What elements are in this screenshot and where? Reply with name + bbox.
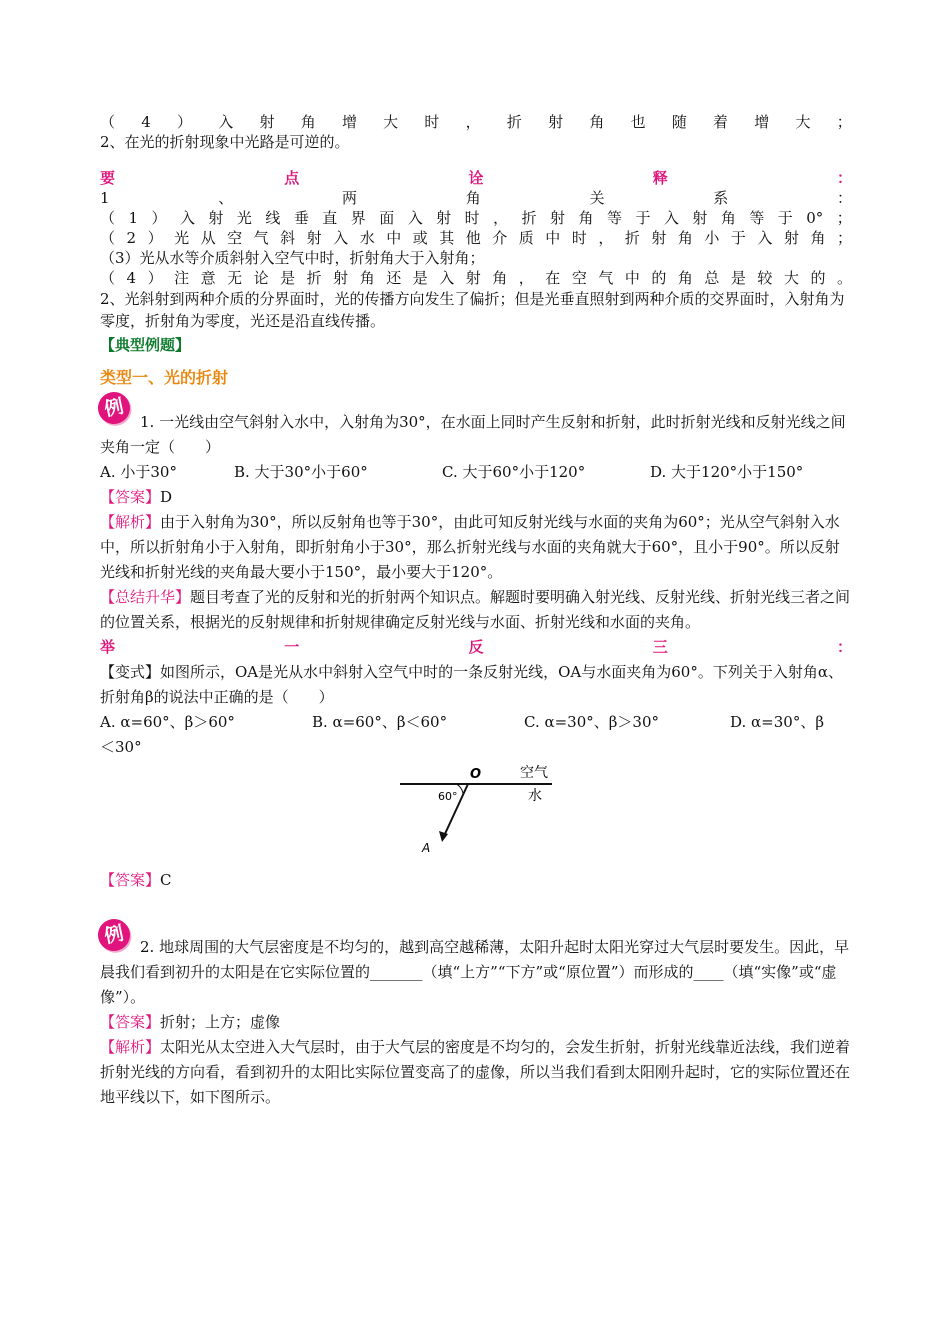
token: 于 <box>777 209 793 227</box>
q1-option-b: B. 大于30°小于60° <box>234 463 368 481</box>
token: 角 <box>677 229 693 247</box>
q1-summary <box>100 585 852 635</box>
token: 角 <box>810 229 826 247</box>
token: 角 <box>720 209 736 227</box>
token: ， <box>465 113 481 131</box>
token: 角 <box>300 113 316 131</box>
token: 入 <box>663 209 679 227</box>
token: 大 <box>783 269 799 287</box>
token: 举 <box>100 638 116 656</box>
token: 中 <box>386 229 402 247</box>
refraction-figure <box>100 760 852 868</box>
item4-line <box>100 112 852 132</box>
token: 角 <box>359 269 375 287</box>
token: ， <box>598 229 614 247</box>
token: 质 <box>518 229 534 247</box>
token: 无 <box>227 269 243 287</box>
token: 时 <box>464 209 480 227</box>
token: 介 <box>492 229 508 247</box>
type1-title: 类型一、光的折射 <box>100 368 229 387</box>
token: 意 <box>200 269 216 287</box>
token: 是 <box>280 269 296 287</box>
token: 点 <box>284 169 300 187</box>
example1 <box>100 395 852 460</box>
token: （ <box>100 113 116 131</box>
variant-answer-tag: 【答案】 <box>100 871 161 889</box>
variant-option-d-continued: ＜30° <box>100 738 142 756</box>
token: 于 <box>635 209 651 227</box>
rule-3: （3）光从水等介质斜射入空气中时，折射角大于入射角； <box>100 249 485 267</box>
token: 折 <box>624 229 640 247</box>
token: ， <box>518 269 534 287</box>
token: 中 <box>545 229 561 247</box>
variant-option-d: D. α=30°、β <box>730 713 824 731</box>
token: 两 <box>342 189 358 207</box>
q1-options <box>100 460 852 485</box>
explain-heading <box>100 168 852 188</box>
token: 要 <box>100 169 116 187</box>
token: 折 <box>521 209 537 227</box>
rule-1 <box>100 208 852 228</box>
token: 折 <box>506 113 522 131</box>
q1-option-d: D. 大于120°小于150° <box>650 463 804 481</box>
q1-analysis <box>100 510 852 585</box>
rule-2 <box>100 228 852 248</box>
token: 入 <box>439 269 455 287</box>
token: 4 <box>126 269 137 287</box>
token: 空 <box>571 269 587 287</box>
token: 1 <box>100 189 110 207</box>
token: ； <box>836 229 852 247</box>
token: 射 <box>465 269 481 287</box>
token: 的 <box>810 269 826 287</box>
token: 射 <box>550 209 566 227</box>
token: 空 <box>227 229 243 247</box>
token: 较 <box>757 269 773 287</box>
token: 反 <box>468 638 484 656</box>
variant-answer-value: C <box>160 871 172 889</box>
answer-tag: 【答案】 <box>100 488 161 506</box>
variant-option-c: C. α=30°、β＞30° <box>524 713 660 731</box>
variant-stem: 【变式】如图所示，OA是光从水中斜射入空气中时的一条反射光线，OA与水面夹角为60°。下列关于入射角α、折射角β的说法中正确的是（ ） <box>100 663 843 706</box>
q2-analysis-tag: 【解析】 <box>100 1038 161 1056</box>
variant-option-b: B. α=60°、β＜60° <box>312 713 448 731</box>
example2 <box>100 923 852 1010</box>
explain-paragraph-2: 2、光斜射到两种介质的分界面时，光的传播方向发生了偏折；但是光垂直照射到两种介质的交界面时，入射角为零度，折射角为零度，光还是沿直线传播。 <box>100 290 845 330</box>
token: 斜 <box>280 229 296 247</box>
token: 等 <box>749 209 765 227</box>
token: 角 <box>465 189 481 207</box>
token: ） <box>147 269 163 287</box>
token: 中 <box>624 269 640 287</box>
token: 射 <box>651 229 667 247</box>
token: 射 <box>783 229 799 247</box>
token: 1 <box>128 209 139 227</box>
example-badge-icon: 例 <box>95 916 133 954</box>
token: 在 <box>545 269 561 287</box>
token: 增 <box>341 113 357 131</box>
q2-answer <box>100 1010 852 1035</box>
token: 三 <box>652 638 668 656</box>
token: 面 <box>379 209 395 227</box>
token: ： <box>836 169 852 187</box>
q1-stem: 1. 一光线由空气斜射入水中，入射角为30°，在水面上同时产生反射和折射，此时折射光线和反射光线之间夹角一定（ ） <box>100 413 846 456</box>
token: 一 <box>284 638 300 656</box>
token: 光 <box>236 209 252 227</box>
token: 角 <box>589 113 605 131</box>
variant-answer <box>100 868 852 893</box>
variant-option-a: A. α=60°、β＞60° <box>100 713 235 731</box>
token: 从 <box>200 229 216 247</box>
variant-heading <box>100 635 852 660</box>
token: 2 <box>126 229 137 247</box>
token: 垂 <box>293 209 309 227</box>
token: 入 <box>179 209 195 227</box>
token: 还 <box>386 269 402 287</box>
q2-answer-tag: 【答案】 <box>100 1013 161 1031</box>
label-air: 空气 <box>520 765 548 781</box>
item2-line: 2、在光的折射现象中光路是可逆的。 <box>100 133 350 151</box>
q1-summary-text: 题目考查了光的反射和光的折射两个知识点。解题时要明确入射光线、反射光线、折射光线三者之间的位置关系，根据光的反射规律和折射规律确定反射光线与水面、折射光线和水面的夹角。 <box>100 588 851 631</box>
q1-answer <box>100 485 852 510</box>
label-o: O <box>470 767 482 782</box>
token: 也 <box>630 113 646 131</box>
q1-option-c: C. 大于60°小于120° <box>442 463 586 481</box>
refraction-diagram <box>100 760 852 868</box>
token: 角 <box>578 209 594 227</box>
example-badge-icon: 例 <box>95 389 133 427</box>
token: 小 <box>704 229 720 247</box>
token: 线 <box>265 209 281 227</box>
token: 气 <box>253 229 269 247</box>
token: 入 <box>333 229 349 247</box>
token: 随 <box>671 113 687 131</box>
token: （ <box>100 269 116 287</box>
rule-4 <box>100 268 852 288</box>
variant-options <box>100 710 852 735</box>
token: 0° <box>806 209 824 227</box>
token: 射 <box>436 209 452 227</box>
token: 时 <box>571 229 587 247</box>
token: 界 <box>350 209 366 227</box>
token: ； <box>836 113 852 131</box>
token: 射 <box>548 113 564 131</box>
token: ） <box>177 113 193 131</box>
token: 入 <box>757 229 773 247</box>
token: 射 <box>259 113 275 131</box>
token: 射 <box>306 229 322 247</box>
token: 总 <box>704 269 720 287</box>
token: 、 <box>218 189 234 207</box>
token: 诠 <box>468 169 484 187</box>
q2-analysis <box>100 1035 852 1110</box>
token: 释 <box>652 169 668 187</box>
document-page <box>100 112 852 1110</box>
token: 时 <box>424 113 440 131</box>
token: 等 <box>606 209 622 227</box>
summary-tag: 【总结升华】 <box>100 588 191 606</box>
token: 或 <box>412 229 428 247</box>
token: 射 <box>333 269 349 287</box>
token: 大 <box>795 113 811 131</box>
token: 入 <box>407 209 423 227</box>
token: 直 <box>322 209 338 227</box>
label-water: 水 <box>528 788 542 804</box>
token: ； <box>836 209 852 227</box>
token: 气 <box>598 269 614 287</box>
token: 增 <box>754 113 770 131</box>
q2-analysis-text: 太阳光从太空进入大气层时，由于大气层的密度是不均匀的，会发生折射，折射光线靠近法线，我们逆着折射光线的方向看，看到初升的太阳比实际位置变高了的虚像，所以当我们看到太阳刚升起时，它的实际位置还在地平线以下，如下图所示。 <box>100 1038 851 1106</box>
typical-examples-title: 【典型例题】 <box>100 336 191 354</box>
token: 大 <box>383 113 399 131</box>
token: 关 <box>589 189 605 207</box>
q2-answer-value: 折射；上方；虚像 <box>160 1013 281 1031</box>
token: 着 <box>713 113 729 131</box>
token: （ <box>100 209 116 227</box>
relation-heading <box>100 188 852 208</box>
label-a: A <box>422 841 431 855</box>
token: 角 <box>492 269 508 287</box>
token: 入 <box>218 113 234 131</box>
token: ） <box>151 209 167 227</box>
q1-analysis-text: 由于入射角为30°，所以反射角也等于30°，由此可知反射光线与水面的夹角为60°；光从空气斜射入水中，所以折射角小于入射角，即折射角小于30°，那么折射光线与水面的夹角就大于60°，且小于90°。所以反射光线和折射光线的夹角最大要小于150°，最小要大于120°。 <box>100 513 840 581</box>
token: 折 <box>306 269 322 287</box>
token: 水 <box>359 229 375 247</box>
ray-arrow-icon <box>439 831 448 842</box>
q2-stem: 2. 地球周围的大气层密度是不均匀的，越到高空越稀薄，太阳升起时太阳光穿过大气层时要发生。因此，早晨我们看到初升的太阳是在它实际位置的_______（填“上方”“下方”或“原位置”）而形成的____（填“实像”或“虚像”）。 <box>100 938 850 1006</box>
token: 注 <box>174 269 190 287</box>
token: 他 <box>465 229 481 247</box>
token: 论 <box>253 269 269 287</box>
token: ） <box>147 229 163 247</box>
token: 于 <box>730 229 746 247</box>
token: 4 <box>141 113 151 131</box>
token: 角 <box>677 269 693 287</box>
token: ： <box>836 189 852 207</box>
token: （ <box>100 229 116 247</box>
token: 的 <box>651 269 667 287</box>
token: 。 <box>836 269 852 287</box>
token: 射 <box>692 209 708 227</box>
q1-answer-value: D <box>160 488 173 506</box>
token: 射 <box>208 209 224 227</box>
analysis-tag: 【解析】 <box>100 513 161 531</box>
label-angle: 60° <box>438 790 458 803</box>
q1-option-a: A. 小于30° <box>100 463 177 481</box>
token: ， <box>493 209 509 227</box>
token: 其 <box>439 229 455 247</box>
token: 系 <box>713 189 729 207</box>
token: 是 <box>730 269 746 287</box>
token: 是 <box>412 269 428 287</box>
token: 光 <box>174 229 190 247</box>
token: ： <box>836 638 852 656</box>
